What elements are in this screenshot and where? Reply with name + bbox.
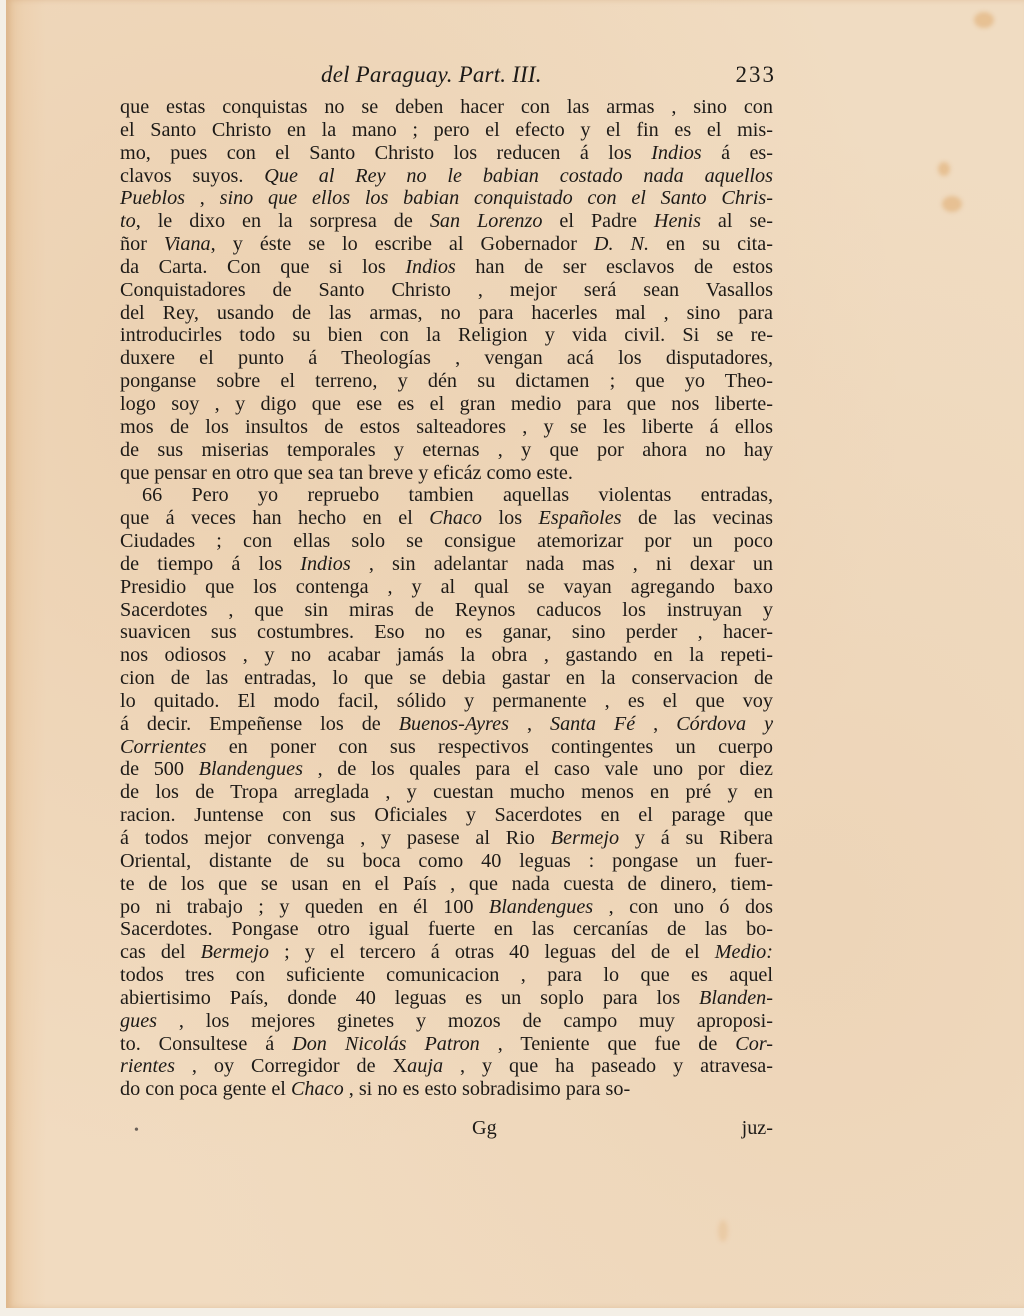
text-line xyxy=(120,644,773,667)
text-run: do con poca gente el xyxy=(120,1078,291,1101)
text-line xyxy=(120,119,773,142)
text-run: racion. Juntense con sus Oficiales y Sacerdotes en el parage que xyxy=(120,804,773,827)
text-run: que á veces han hecho en el xyxy=(120,507,430,530)
text-line xyxy=(120,896,773,919)
italic-run: rientes xyxy=(120,1055,175,1078)
text-run: todos tres con suficiente comunicacion , para lo que es aquel xyxy=(120,964,773,987)
italic-run: to xyxy=(120,210,136,233)
text-run: á decir. Empeñense los de xyxy=(120,712,399,735)
text-run: ñor xyxy=(120,233,164,256)
text-run: Sacerdotes , que sin miras de Reynos caducos los instruyan y xyxy=(120,598,773,621)
text-run: de tiempo á los xyxy=(120,552,301,575)
text-run: de las vecinas xyxy=(621,507,774,530)
text-run: , de los quales para el caso vale uno por diez xyxy=(302,758,773,781)
text-run: al se- xyxy=(700,210,773,233)
text-run: nos odiosos , y no acabar jamás la obra , gastando en la repeti- xyxy=(120,644,773,667)
text-run: en su cita- xyxy=(649,233,773,256)
text-line xyxy=(120,599,773,622)
catchword: juz- xyxy=(741,1117,773,1139)
text-line xyxy=(120,873,773,896)
text-line xyxy=(120,1078,773,1101)
text-line xyxy=(120,1055,773,1078)
italic-run: Indios xyxy=(405,255,456,278)
text-line xyxy=(120,233,773,256)
text-run: y á su Ribera xyxy=(619,827,773,849)
italic-run: Blandengues xyxy=(488,895,594,918)
text-line xyxy=(120,256,773,279)
italic-run: auja xyxy=(407,1055,444,1078)
text-run: el Santo Christo en la mano ; pero el efecto y el fin es el mis- xyxy=(120,118,773,141)
italic-run: Córdova y xyxy=(676,712,774,735)
text-line xyxy=(120,210,773,233)
text-run: Sacerdotes. Pongase otro igual fuerte en las cercanías de las bo- xyxy=(120,918,773,941)
italic-run: San Lorenzo xyxy=(429,210,543,233)
text-run: , xyxy=(635,712,677,735)
text-line xyxy=(120,918,773,941)
text-line xyxy=(120,736,773,759)
italic-run: Blandengues xyxy=(198,758,303,781)
paper-stain xyxy=(938,162,950,176)
text-run: po ni trabajo ; y queden en él 100 xyxy=(120,895,489,918)
text-line xyxy=(120,393,773,416)
italic-run: Bermejo xyxy=(200,941,270,964)
italic-run: Buenos-Ayres xyxy=(398,712,509,735)
running-title: del Paraguay. Part. III. xyxy=(321,62,542,87)
italic-run: sino que ellos los babian conquistado con el Santo Chris- xyxy=(219,187,774,210)
text-line xyxy=(120,1033,773,1056)
body-text xyxy=(120,96,773,1101)
text-run: que estas conquistas no se deben hacer con las armas , sino con xyxy=(120,96,773,118)
italic-run: Que al Rey no le babian costado nada aquellos xyxy=(264,164,773,187)
text-line xyxy=(120,416,773,439)
text-run: Oriental, distante de su boca como 40 leguas : pongase un fuer- xyxy=(120,849,773,872)
text-line xyxy=(120,507,773,530)
italic-run: Don Nicolás Patron xyxy=(292,1032,480,1055)
text-line xyxy=(120,187,773,210)
italic-run: Santa Fé xyxy=(549,712,636,735)
text-run: 66 Pero yo repruebo tambien aquellas violentas entradas, xyxy=(142,484,773,507)
text-run: mos de los insultos de estos salteadores , y se les liberte á ellos xyxy=(120,415,773,438)
text-run: , le dixo en la sorpresa de xyxy=(135,210,430,233)
text-run: ponganse sobre el terreno, y dén su dictamen ; que yo Theo- xyxy=(120,370,773,393)
text-run: lo quitado. El modo facil, sólido y permanente , es el que voy xyxy=(120,689,773,712)
paper-stain xyxy=(718,1220,728,1242)
text-run: , con uno ó dos xyxy=(593,895,773,918)
text-run: , y que ha paseado y atravesa- xyxy=(443,1055,773,1078)
paper-stain xyxy=(942,196,962,212)
text-line xyxy=(120,667,773,690)
text-line xyxy=(120,302,773,325)
text-run: Ciudades ; con ellas solo se consigue atemorizar por un poco xyxy=(120,530,773,553)
text-run: , sin adelantar nada mas , ni dexar un xyxy=(350,552,774,575)
text-run: Conquistadores de Santo Christo , mejor será sean Vasallos xyxy=(120,278,773,301)
ink-mark: • xyxy=(134,1123,139,1138)
text-line xyxy=(120,462,773,485)
text-line xyxy=(120,758,773,781)
text-run: á todos mejor convenga , y pasese al Rio xyxy=(120,827,551,849)
text-run: cas del xyxy=(120,941,201,964)
text-run: del Rey, usando de las armas, no para hacerles mal , sino para xyxy=(120,301,773,324)
text-run: , Teniente que fue de xyxy=(479,1032,736,1055)
text-run: de los de Tropa arreglada , y cuestan mucho menos en pré y en xyxy=(120,781,773,804)
text-line xyxy=(120,1010,773,1033)
text-line xyxy=(120,347,773,370)
text-line xyxy=(120,324,773,347)
text-run: logo soy , y digo que ese es el gran medio para que nos liberte- xyxy=(120,392,773,415)
text-run: , los mejores ginetes y mozos de campo muy aproposi- xyxy=(157,1009,773,1032)
italic-run: D. N. xyxy=(593,233,650,256)
text-run: el Padre xyxy=(542,210,654,233)
italic-run: Bermejo xyxy=(550,827,620,849)
italic-run: Chaco xyxy=(429,507,483,530)
text-run: , xyxy=(508,712,550,735)
text-run: to. Consultese á xyxy=(120,1032,293,1055)
text-line xyxy=(120,576,773,599)
text-line xyxy=(120,96,773,119)
text-line xyxy=(120,439,773,462)
text-run: , si no es esto sobradisimo para so- xyxy=(343,1078,631,1101)
text-line xyxy=(120,941,773,964)
text-run: de 500 xyxy=(120,758,199,781)
text-line xyxy=(120,370,773,393)
text-run: , xyxy=(185,187,220,210)
text-run: Presidio que los contenga , y al qual se vayan agregando baxo xyxy=(120,575,773,598)
page-footer xyxy=(120,1117,773,1147)
text-run: que pensar en otro que sea tan breve y eficáz como este. xyxy=(120,461,573,484)
text-run: en poner con sus respectivos contingentes un cuerpo xyxy=(206,735,773,758)
italic-run: Cor- xyxy=(735,1032,773,1055)
text-run: suavicen sus costumbres. Eso no es ganar, sino perder , hacer- xyxy=(120,621,773,644)
text-run: abiertisimo País, donde 40 leguas es un soplo para los xyxy=(120,986,699,1009)
signature-mark: Gg xyxy=(472,1117,497,1139)
text-run: clavos suyos. xyxy=(120,164,265,187)
text-run: cion de las entradas, lo que se debia gastar en la conservacion de xyxy=(120,667,773,690)
italic-run: Pueblos xyxy=(120,187,186,210)
text-line xyxy=(120,621,773,644)
page-number: 233 xyxy=(735,62,776,87)
text-run: ; y el tercero á otras 40 leguas del de el xyxy=(269,941,715,964)
italic-run: Indios xyxy=(651,141,702,164)
text-run: da Carta. Con que si los xyxy=(120,255,406,278)
text-run: duxere el punto á Theologías , vengan acá los disputadores, xyxy=(120,347,773,370)
text-line xyxy=(120,827,773,850)
text-run: han de ser esclavos de estos xyxy=(455,255,773,278)
text-run: , y éste se lo escribe al Gobernador xyxy=(210,233,594,256)
italic-run: Henis xyxy=(653,210,701,233)
italic-run: Viana xyxy=(163,233,211,256)
italic-run: Corrientes xyxy=(120,735,207,758)
text-run: los xyxy=(482,507,539,530)
text-run: introducirles todo su bien con la Religion y vida civil. Si se re- xyxy=(120,324,773,347)
text-run: mo, pues con el Santo Christo los reducen á los xyxy=(120,141,652,164)
text-line xyxy=(120,781,773,804)
italic-run: gues xyxy=(120,1009,158,1032)
text-run: á es- xyxy=(701,141,773,164)
text-line xyxy=(120,279,773,302)
text-line xyxy=(120,964,773,987)
text-line xyxy=(120,530,773,553)
text-line xyxy=(120,142,773,165)
text-run: te de los que se usan en el País , que nada cuesta de dinero, tiem- xyxy=(120,872,773,895)
italic-run: Blanden- xyxy=(699,986,773,1009)
text-line xyxy=(120,484,773,507)
text-line xyxy=(120,850,773,873)
italic-run: Chaco xyxy=(290,1078,344,1101)
italic-run: Medio: xyxy=(714,941,773,964)
text-run: de sus miserias temporales y eternas , y que por ahora no hay xyxy=(120,438,773,461)
text-line xyxy=(120,987,773,1010)
text-run: , oy Corregidor de X xyxy=(174,1055,408,1078)
running-head xyxy=(116,62,776,92)
text-line xyxy=(120,690,773,713)
book-page xyxy=(6,0,1024,1308)
text-line xyxy=(120,713,773,736)
text-line xyxy=(120,553,773,576)
text-line xyxy=(120,165,773,188)
italic-run: Indios xyxy=(300,552,351,575)
italic-run: Españoles xyxy=(538,507,622,530)
text-line xyxy=(120,804,773,827)
paper-stain xyxy=(974,12,994,28)
